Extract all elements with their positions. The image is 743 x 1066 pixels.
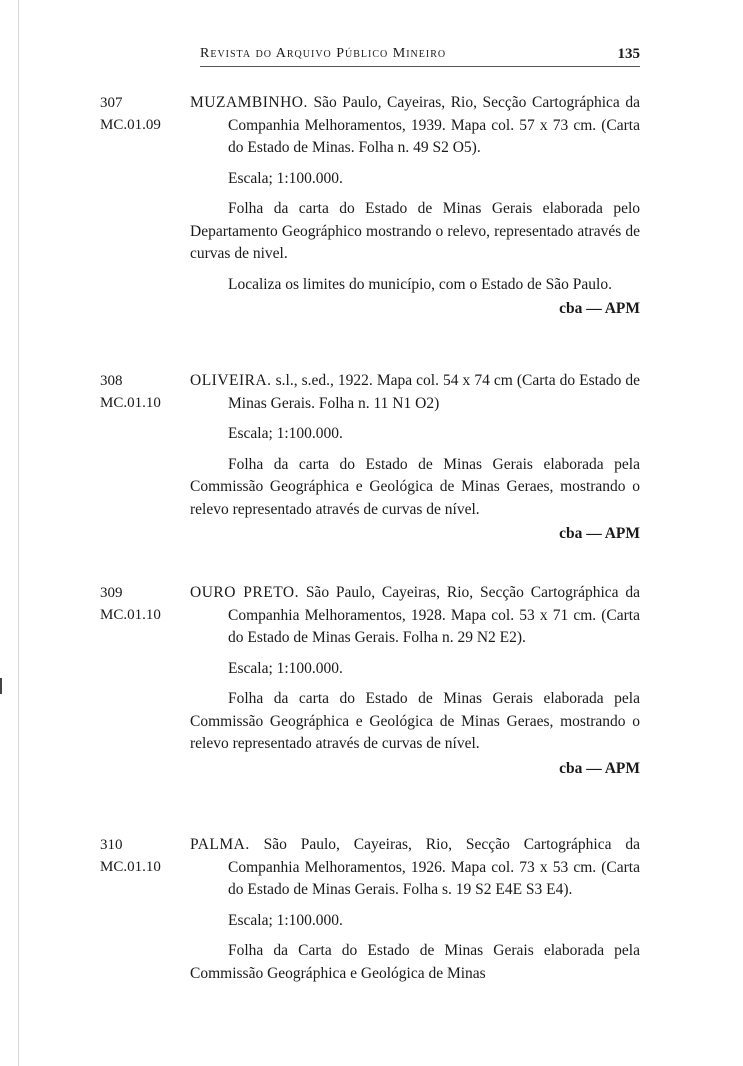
entry-signature: cba — APM bbox=[559, 525, 640, 542]
entry-identifiers bbox=[100, 92, 161, 136]
entry-note: Localiza os limites do município, com o Estado de São Paulo. bbox=[228, 275, 612, 293]
entry-title: PALMA. bbox=[190, 836, 250, 853]
entry-scale: Escala; 1:100.000. bbox=[228, 169, 343, 187]
margin-mark bbox=[0, 678, 2, 694]
entry-scale: Escala; 1:100.000. bbox=[228, 911, 343, 929]
entry-number: 309 bbox=[100, 585, 123, 601]
entry-title-line bbox=[190, 370, 640, 415]
entry-identifiers bbox=[100, 370, 161, 414]
entry-citation: São Paulo, Cayeiras, Rio, Secção Cartográphica da Companhia Melhoramentos, 1926. Mapa col. 73 x 53 cm. (Carta do Estado de Minas Gerais. Folha s. 19 S2 E4E S3 E4). bbox=[228, 836, 641, 898]
running-header bbox=[200, 46, 640, 67]
entry-title-line bbox=[190, 582, 640, 650]
entry-description: Folha da carta do Estado de Minas Gerais elaborada pela Commissão Geográphica e Geológica de Minas Geraes, mostrando o relevo representado através de curvas de nível. bbox=[190, 455, 640, 518]
entry-body bbox=[190, 582, 640, 780]
entry-scale: Escala; 1:100.000. bbox=[228, 659, 343, 677]
entry-citation: São Paulo, Cayeiras, Rio, Secção Cartográphica da Companhia Melhoramentos, 1939. Mapa col. 57 x 73 cm. (Carta do Estado de Minas. Folha n. 49 S2 O5). bbox=[228, 94, 640, 156]
entry-body bbox=[190, 370, 640, 546]
entry-code: MC.01.10 bbox=[100, 859, 161, 875]
entry-title: OLIVEIRA. bbox=[190, 372, 272, 389]
page-number: 135 bbox=[617, 46, 640, 62]
entry-body bbox=[190, 92, 640, 321]
entry-description: Folha da Carta do Estado de Minas Gerais elaborada pela Commissão Geográphica e Geológica de Minas bbox=[190, 942, 640, 982]
entry-signature: cba — APM bbox=[559, 759, 640, 777]
entry-body bbox=[190, 834, 640, 985]
entry-number: 308 bbox=[100, 373, 123, 389]
entry-number: 307 bbox=[100, 95, 123, 111]
entry-citation: s.l., s.ed., 1922. Mapa col. 54 x 74 cm (Carta do Estado de Minas Gerais. Folha n. 11 N1 O2) bbox=[228, 372, 640, 412]
entry-number: 310 bbox=[100, 837, 123, 853]
entry-signature: cba — APM bbox=[559, 300, 640, 317]
entry-description: Folha da carta do Estado de Minas Gerais elaborada pela Commissão Geográphica e Geológica de Minas Geraes, mostrando o relevo representado através de curvas de nível. bbox=[190, 690, 640, 752]
entry-code: MC.01.10 bbox=[100, 395, 161, 411]
entry-title-line bbox=[190, 834, 640, 902]
entry-identifiers bbox=[100, 582, 161, 626]
entry-identifiers bbox=[100, 834, 161, 878]
entry-scale: Escala; 1:100.000. bbox=[228, 425, 343, 442]
entry-code: MC.01.10 bbox=[100, 607, 161, 623]
entry-title: MUZAMBINHO. bbox=[190, 94, 308, 111]
entry-code: MC.01.09 bbox=[100, 117, 161, 133]
entry-description: Folha da carta do Estado de Minas Gerais elaborada pelo Departamento Geográphico mostrando o relevo, representado através de curvas de nivel. bbox=[190, 200, 640, 262]
entry-citation: São Paulo, Cayeiras, Rio, Secção Cartográphica da Companhia Melhoramentos, 1928. Mapa col. 53 x 71 cm. (Carta do Estado de Minas Gerais. Folha n. 29 N2 E2). bbox=[228, 584, 641, 646]
binding-edge bbox=[18, 0, 19, 1066]
entry-title-line bbox=[190, 92, 640, 160]
journal-title: Revista do Arquivo Público Mineiro bbox=[200, 46, 447, 61]
entry-title: OURO PRETO. bbox=[190, 584, 299, 601]
